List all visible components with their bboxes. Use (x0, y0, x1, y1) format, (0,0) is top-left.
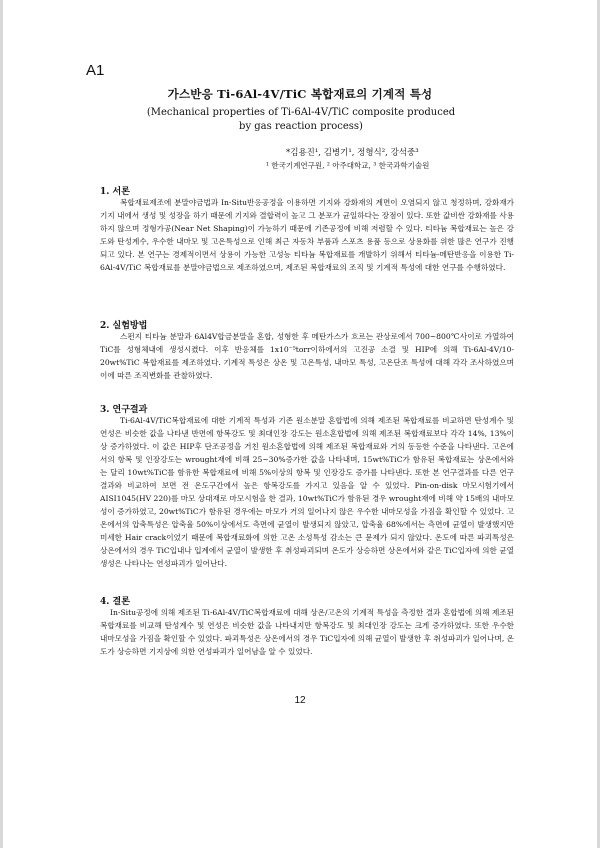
author-list: *김용진¹, 김병기¹, 정형식², 강석중³ (286, 148, 419, 158)
section-heading-introduction: 1. 서론 (100, 187, 130, 197)
scan-border-left (0, 0, 3, 848)
paper-title: 가스반응 Ti-6Al-4V/TiC 복합재료의 기계적 특성 (167, 87, 433, 101)
section-heading-conclusion: 4. 결론 (100, 597, 130, 607)
paper-subtitle: (Mechanical properties of Ti-6Al-4V/TiC composite produced by gas reaction process) (146, 107, 456, 132)
section-body-results: Ti-6Al-4V/TiC복합재료에 대한 기계적 특성과 기존 원소분말 혼합법에 의해 제조된 복합재료를 비교하면 탄성계수 및 연성은 비슷한 값을 나타낸 반면에 항복강도 및 최대인장 강도는 원소혼합법에 의해 제조된 복합재료보다 각각 14%, 13%이상 증가하였다. 이 값은 HIP후 단조공정을 거친 원소혼합법에 의해 제조된 복합재료와 거의 동등한 수준을 나타낸다. 고온에서의 항복 및 인장강도는 wrought재에 비해 25~30%증가한 값을 나타내며, 15wt%TiC가 함유된 복합재료는 상온에서와는 달리 10wt%TiC를 함유한 복합재료에 비해 5%이상의 항복 및 인장강도 증가를 나타낸다. 또한 본 연구결과를 다른 연구결과와 비교하여 보면 전 온도구간에서 높은 항복강도를 가지고 있음을 알 수 있었다. Pin-on-disk 마모시험기에서 AISI1045(HV 220)를 마모 상대재로 마모시험을 한 결과, 10wt%TiC가 함유된 경우 wrought재에 비해 약 15배의 내마모성이 증가하였고, 20wt%TiC가 함유된 경우에는 마모가 거의 일어나지 않은 우수한 내마모성을 가짐을 확인할 수 있었다. 고온에서의 압축특성은 압축율 50%이상에서도 측면에 균열이 발생되지 않았고, 압축율 68%에서는 측면에 균열이 발생했지만 미세한 Hair crack이었기 때문에 복합재료화에 의한 고온 소성특성 감소는 큰 문제가 되지 않았다. 온도에 따른 파괴특성은 상온에서의 경우 TiC입내나 입계에서 균열이 발생한 후 취성파괴되며 온도가 상승하면 상온에서와 같은 TiC입자에 의한 균열생성은 나타나는 연성파괴가 일어난다. (100, 416, 514, 568)
section-heading-methods: 2. 실험방법 (100, 321, 148, 331)
section-body-introduction: 복합재료제조에 분말야금법과 In-Situ반응공정을 이용하면 기지와 강화재의 계면이 오염되지 않고 청정하며, 강화재가 기지 내에서 생성 및 성장을 하기 때문에 기지와 결합력이 높고 그 분포가 균일하다는 장점이 있다. 또한 값비싼 강화재를 사용하지 않으며 정형가공(Near Net Shaping)이 가능하기 때문에 기존공정에 비해 저렴할 수 있다. 티타늄 복합재료는 높은 강도와 탄성계수, 우수한 내마모 및 고온특성으로 인해 최근 자동차 부품과 스포츠 용품 등으로 상용화를 위한 많은 연구가 진행되고 있다. 본 연구는 경제적이면서 상용이 가능한 고성능 티타늄 복합재료를 개발하기 위해서 티타늄-메탄반응을 이용한 Ti-6Al-4V/TiC 복합재료를 분말야금법으로 제조하였으며, 제조된 복합재료의 조직 및 기계적 특성에 대한 연구를 수행하였다. (100, 198, 514, 272)
section-body-methods: 스펀지 티타늄 분말과 6Al4V합금분말을 혼합, 성형한 후 메탄가스가 흐르는 관상로에서 700~800℃사이로 가열하여 TiC를 성형체내에 생성시켰다. 이후 반응체를 1x10⁻⁵torr이하에서의 고진공 소결 및 HIP에 의해 Ti-6Al-4V/10-20wt%TiC 복합재료를 제조하였다. 기계적 특성은 상온 및 고온특성, 내마모 특성, 고온단조 특성에 대해 각각 조사하였으며 이에 따른 조직변화를 관찰하였다. (100, 332, 514, 380)
page-number: 12 (294, 695, 306, 706)
section-heading-results: 3. 연구결과 (100, 405, 148, 415)
affiliation-list: ¹ 한국기계연구원, ² 아주대학교, ³ 한국과학기술원 (266, 161, 430, 170)
abstract-code: A1 (86, 62, 105, 79)
section-body-conclusion: In-Situ공정에 의해 제조된 Ti-6Al-4V/TiC복합재료에 대해 상온/고온의 기계적 특성을 측정한 결과 혼합법에 의해 제조된 복합재료를 비교해 탄성계수 및 연성은 비슷한 값을 나타내지만 항복강도 및 최대인장 강도는 크게 증가하였다. 또한 우수한 내마모성을 가짐을 확인할 수 있었다. 파괴특성은 상온에서의 경우 TiC입자에 의해 균열이 발생한 후 취성파괴가 일어나며, 온도가 상승하면 기지상에 의한 연성파괴가 일어남을 알 수 있었다. (100, 608, 514, 656)
